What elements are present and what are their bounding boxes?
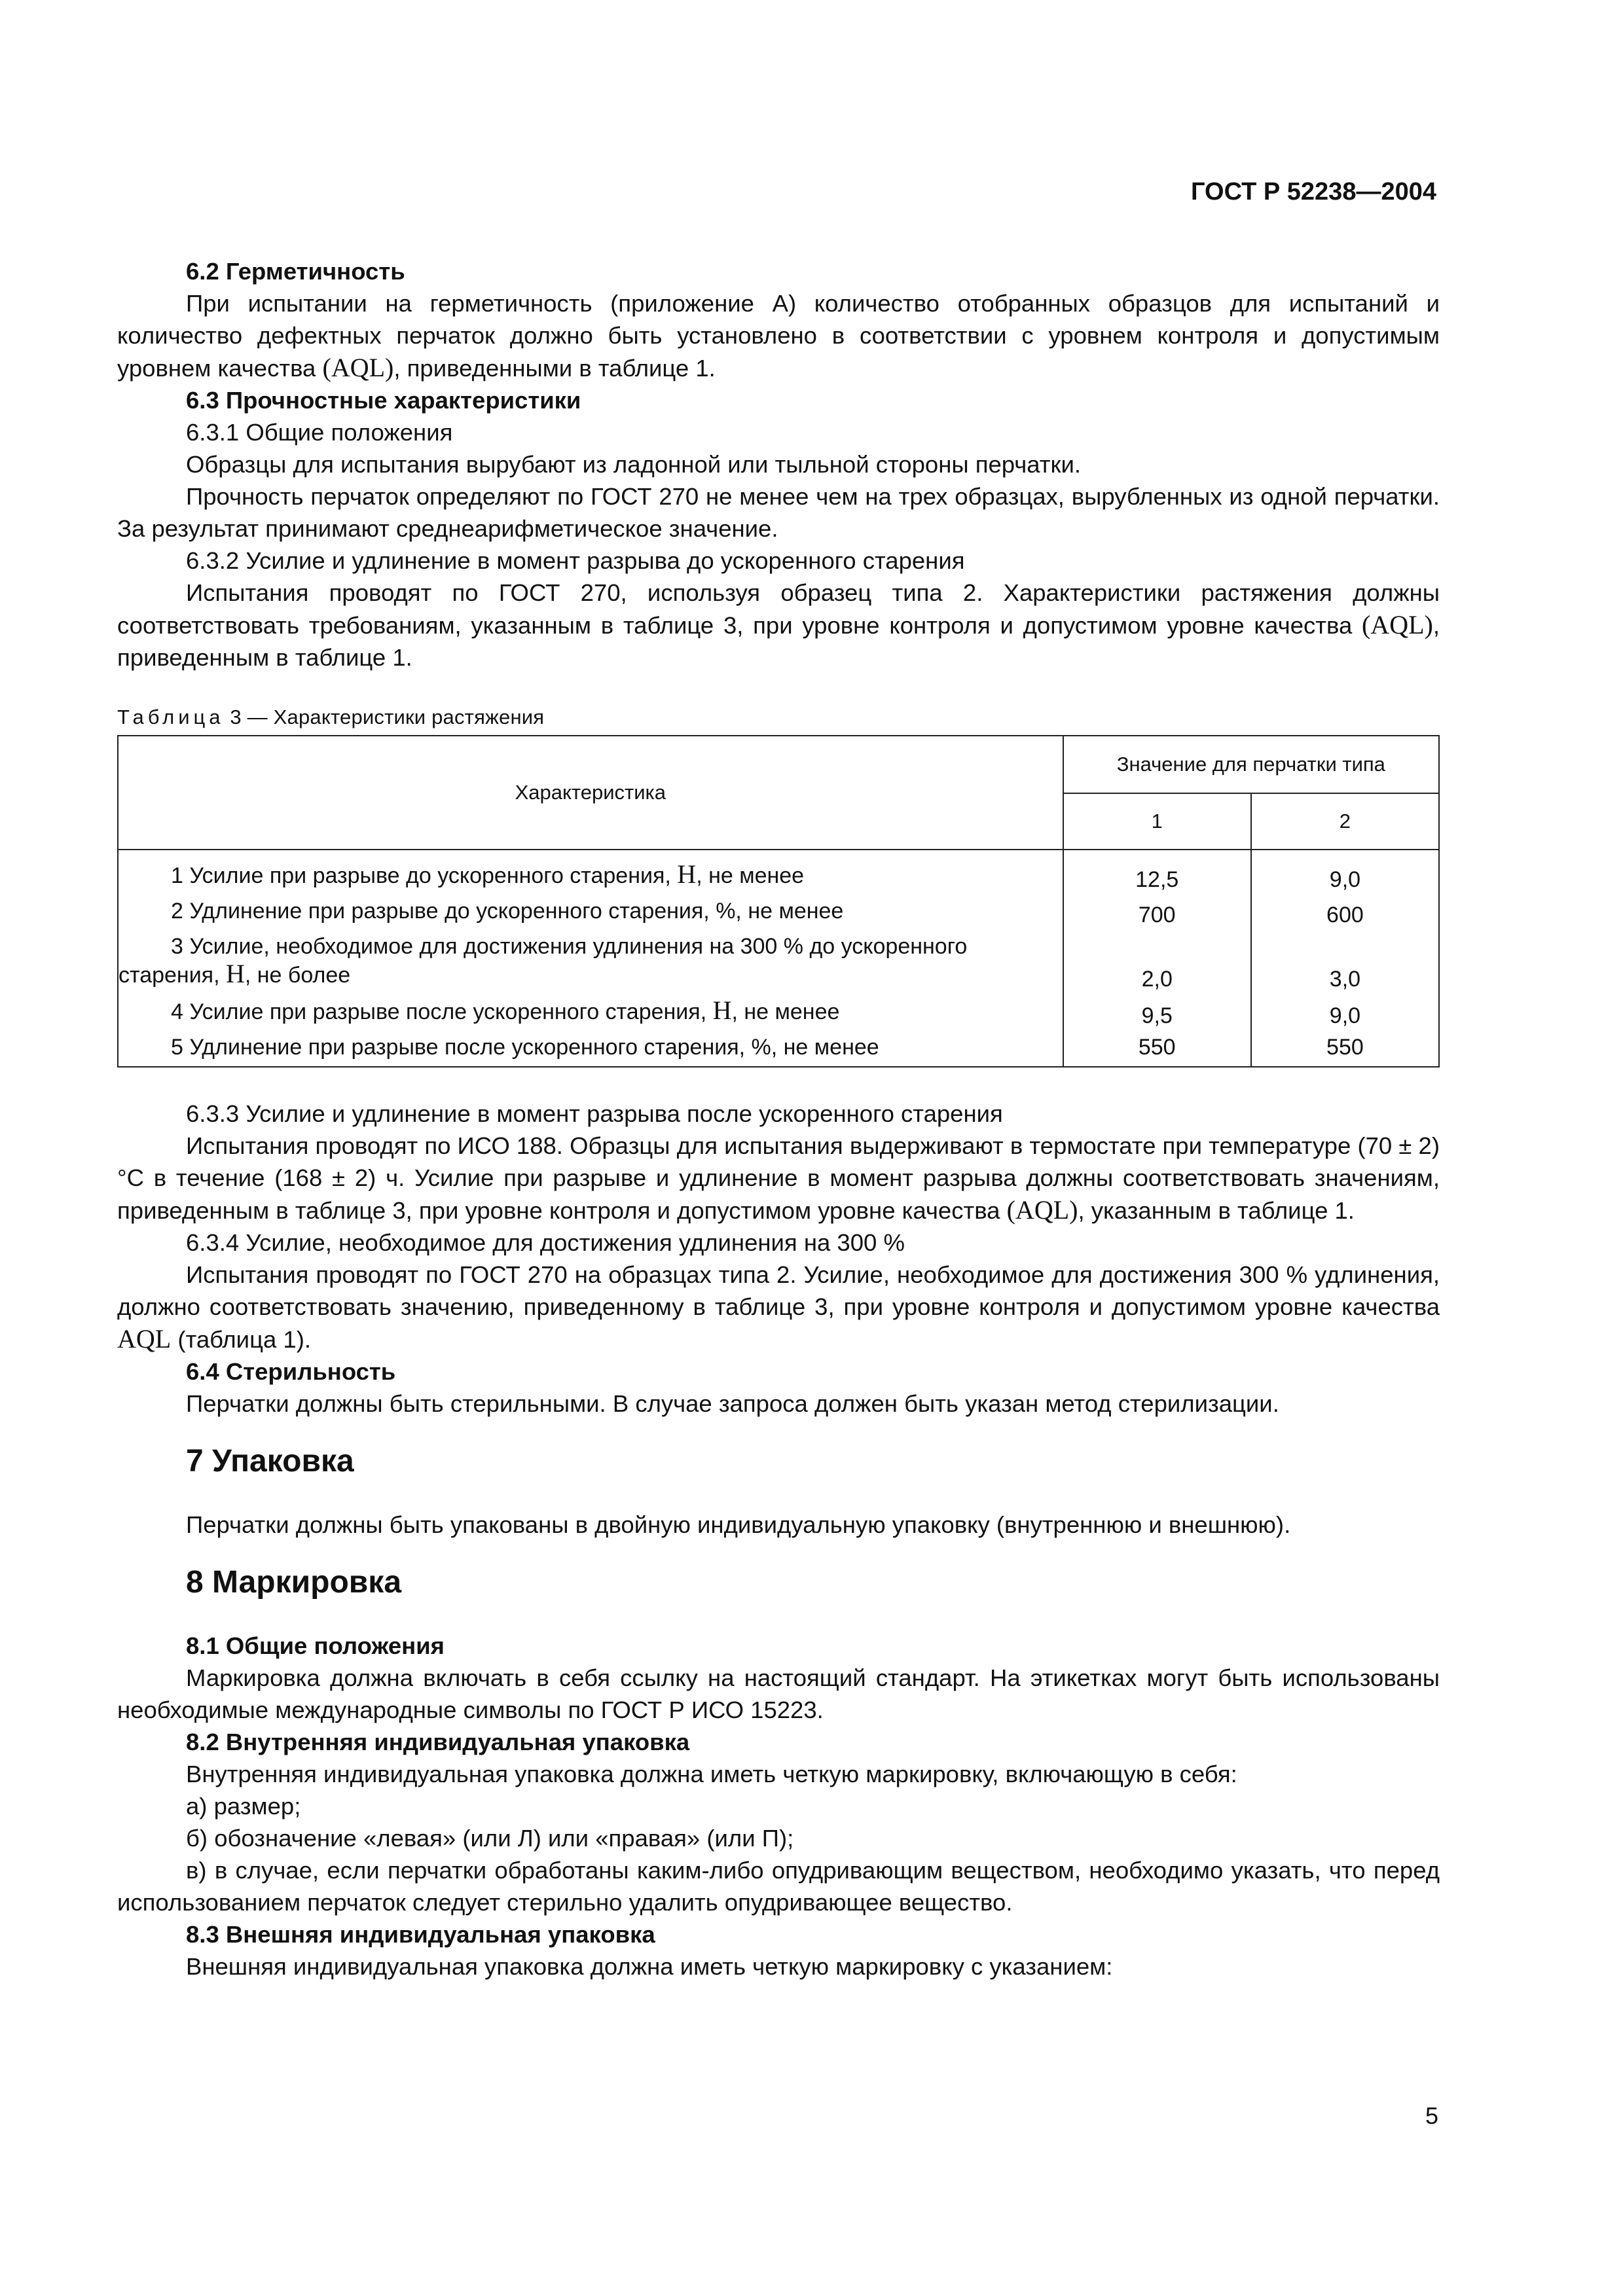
table-3 bbox=[117, 735, 1440, 1067]
header-type-1: 1 bbox=[1063, 793, 1251, 850]
text-run: (таблица 1). bbox=[171, 1326, 312, 1353]
header-type-2: 2 bbox=[1251, 793, 1439, 850]
section-6-3-4-paragraph bbox=[117, 1259, 1440, 1355]
unit: Н bbox=[712, 996, 732, 1025]
section-7-paragraph: Перчатки должны быть упакованы в двойную индивидуальную упаковку (внутреннюю и внешнюю). bbox=[186, 1511, 1291, 1538]
table-3-caption bbox=[117, 704, 1440, 731]
section-6-3-3-paragraph bbox=[117, 1130, 1440, 1227]
text-run: Испытания проводят по ГОСТ 270 на образцах типа 2. Усилие, необходимое для достижения 300 % удлинения, должно соответствовать значению, приведенному в таблице 3, при уровне контроля и допустимом уровне качества bbox=[117, 1261, 1440, 1320]
row-2-type-1: 700 bbox=[1063, 893, 1251, 929]
section-8-1-paragraph: Маркировка должна включать в себя ссылку на настоящий стандарт. На этикетках могут быть использованы необходимые международные символы по ГОСТ Р ИСО 15223. bbox=[117, 1664, 1440, 1723]
aql-term: AQL bbox=[117, 1324, 172, 1354]
list-item-c: в) в случае, если перчатки обработаны каким-либо опудривающим веществом, необходимо указать, что перед использованием перчаток следует стерильно удалить опудривающее вещество. bbox=[117, 1857, 1440, 1916]
text-run: , не менее bbox=[696, 863, 805, 888]
section-8-3-title: 8.3 Внешняя индивидуальная упаковка bbox=[186, 1921, 655, 1948]
row-4-label bbox=[118, 993, 1063, 1030]
row-4-type-1: 9,5 bbox=[1063, 993, 1251, 1030]
text-run: 5 Удлинение при разрыве после ускоренного старения, %, не менее bbox=[171, 1035, 879, 1060]
text-run: , приведенным в таблице 1. bbox=[117, 612, 1440, 671]
standard-code: ГОСТ Р 52238—2004 bbox=[1191, 178, 1436, 206]
row-5-label bbox=[118, 1030, 1063, 1067]
table-row bbox=[118, 893, 1439, 929]
text-run: Испытания проводят по ГОСТ 270, используя образец типа 2. Характеристики растяжения должны соответствовать требованиям, указанным в таблице 3, при уровне контроля и допустимом уровне качества bbox=[117, 579, 1440, 639]
list-item-b: б) обозначение «левая» (или Л) или «правая» (или П); bbox=[186, 1825, 794, 1852]
text-run: Испытания проводят по ИСО 188. Образцы для испытания выдерживают в термостате при температуре (70 ± 2) °С в течение (168 ± 2) ч. Усилие при разрыве и удлинение в момент разрыва должны соответствовать значениям, приведенным в таблице 3, при уровне контроля и допустимом уровне качества bbox=[117, 1132, 1440, 1224]
table-row bbox=[118, 850, 1439, 893]
list-item-a: а) размер; bbox=[186, 1793, 301, 1820]
text-run: 4 Усилие при разрыве после ускоренного старения, bbox=[171, 999, 713, 1024]
row-1-label bbox=[118, 850, 1063, 893]
page-content bbox=[117, 255, 1440, 1982]
section-6-3-4-title: 6.3.4 Усилие, необходимое для достижения удлинения на 300 % bbox=[186, 1229, 905, 1256]
row-3-label bbox=[118, 929, 1063, 993]
section-6-3-2-paragraph bbox=[117, 577, 1440, 673]
section-8-3-paragraph: Внешняя индивидуальная упаковка должна иметь четкую маркировку с указанием: bbox=[186, 1953, 1113, 1980]
aql-term: (AQL) bbox=[322, 353, 394, 382]
text-run: При испытании на герметичность (приложение А) количество отобранных образцов для испытаний и количество дефектных перчаток должно быть установлено в соответствии с уровнем контроля и допустимым уровнем качества bbox=[117, 290, 1440, 382]
section-7-heading: 7 Упаковка bbox=[186, 1444, 354, 1479]
text-run: старения, bbox=[119, 963, 226, 988]
text-run: 3 Усилие, необходимое для достижения удлинения на 300 % до ускоренного bbox=[171, 934, 968, 959]
section-6-3-1-paragraph-2: Прочность перчаток определяют по ГОСТ 270 не менее чем на трех образцах, вырубленных из одной перчатки. За результат принимают среднеарифметическое значение. bbox=[117, 483, 1440, 542]
aql-term: (AQL) bbox=[1006, 1195, 1078, 1225]
row-2-label bbox=[118, 893, 1063, 929]
row-1-type-2: 9,0 bbox=[1251, 850, 1439, 893]
text-run: , указанным в таблице 1. bbox=[1078, 1197, 1355, 1224]
page-number: 5 bbox=[1425, 2102, 1438, 2129]
row-5-type-2: 550 bbox=[1251, 1030, 1439, 1067]
row-4-type-2: 9,0 bbox=[1251, 993, 1439, 1030]
row-3-type-2: 3,0 bbox=[1251, 929, 1439, 993]
aql-term: (AQL) bbox=[1361, 610, 1433, 639]
section-6-3-2-title: 6.3.2 Усилие и удлинение в момент разрыва до ускоренного старения bbox=[186, 547, 965, 574]
row-3-type-1: 2,0 bbox=[1063, 929, 1251, 993]
section-6-4-paragraph: Перчатки должны быть стерильными. В случае запроса должен быть указан метод стерилизации. bbox=[186, 1390, 1279, 1417]
section-6-4-title: 6.4 Стерильность bbox=[186, 1358, 396, 1385]
header-characteristic: Характеристика bbox=[118, 736, 1063, 850]
text-run: , приведенными в таблице 1. bbox=[393, 355, 716, 382]
text-run: , не более bbox=[244, 963, 351, 988]
unit: Н bbox=[677, 859, 697, 889]
unit: Н bbox=[226, 959, 245, 988]
text-run: 1 Усилие при разрыве до ускоренного старения, bbox=[171, 863, 678, 888]
row-5-type-1: 550 bbox=[1063, 1030, 1251, 1067]
text-run: 2 Удлинение при разрыве до ускоренного старения, %, не менее bbox=[171, 899, 844, 924]
section-8-1-title: 8.1 Общие положения bbox=[186, 1632, 445, 1659]
section-8-2-paragraph: Внутренняя индивидуальная упаковка должна иметь четкую маркировку, включающую в себя: bbox=[186, 1761, 1237, 1787]
section-6-3-1-title: 6.3.1 Общие положения bbox=[186, 419, 453, 446]
section-6-2-title: 6.2 Герметичность bbox=[186, 258, 405, 285]
section-8-heading: 8 Маркировка bbox=[186, 1565, 402, 1600]
header-value-for-type: Значение для перчатки типа bbox=[1063, 736, 1439, 793]
text-run: , не менее bbox=[731, 999, 840, 1024]
section-6-2-paragraph bbox=[117, 287, 1440, 384]
section-8-2-title: 8.2 Внутренняя индивидуальная упаковка bbox=[186, 1729, 690, 1755]
table-row bbox=[118, 993, 1439, 1030]
table-label: Таблица bbox=[117, 706, 225, 728]
row-1-type-1: 12,5 bbox=[1063, 850, 1251, 893]
row-2-type-2: 600 bbox=[1251, 893, 1439, 929]
table-caption-text: 3 — Характеристики растяжения bbox=[224, 706, 545, 728]
section-6-3-3-title: 6.3.3 Усилие и удлинение в момент разрыва после ускоренного старения bbox=[186, 1100, 1003, 1127]
section-6-3-title: 6.3 Прочностные характеристики bbox=[186, 387, 581, 414]
section-6-3-1-paragraph-1: Образцы для испытания вырубают из ладонной или тыльной стороны перчатки. bbox=[186, 451, 1082, 478]
table-row bbox=[118, 929, 1439, 993]
table-row bbox=[118, 1030, 1439, 1067]
